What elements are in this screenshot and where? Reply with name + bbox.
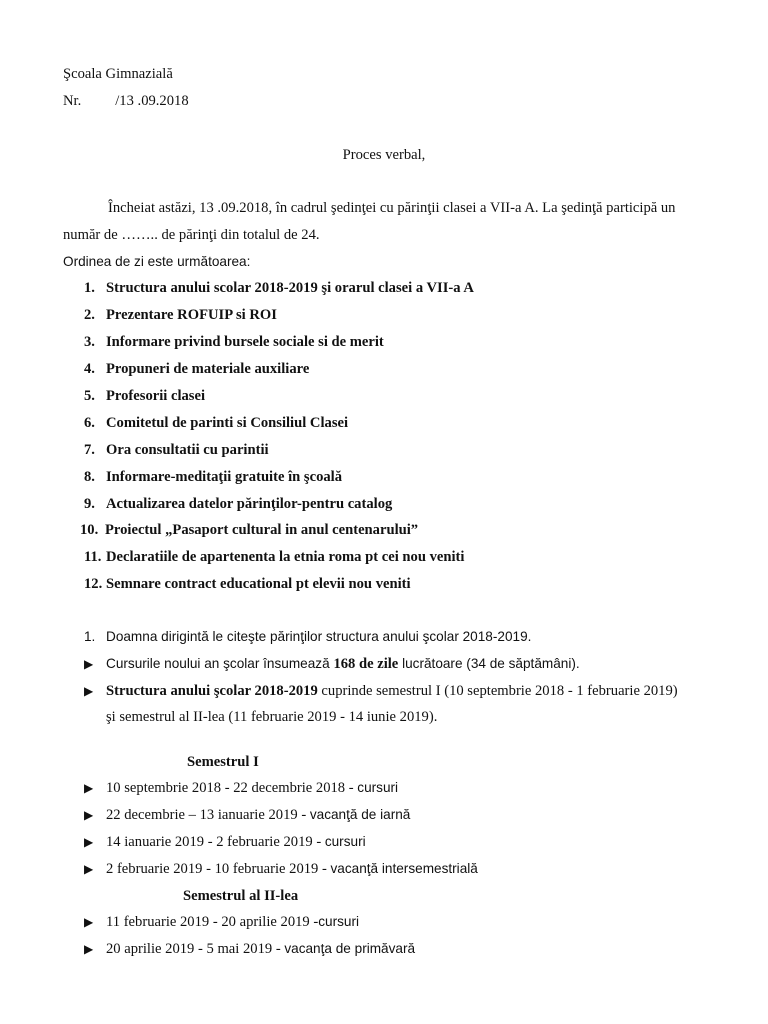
- agenda-item-4: [84, 360, 309, 378]
- agenda-item-3: [84, 333, 384, 351]
- agenda-text: Semnare contract educational pt elevii nou veniti: [106, 576, 411, 592]
- semester-2-item: ▶ 20 aprilie 2019 - 5 mai 2019 - vacanţa de primăvară: [84, 941, 416, 957]
- semester-1-item: ▶ 14 ianuarie 2019 - 2 februarie 2019 - cursuri: [84, 834, 366, 850]
- triangle-bullet-icon: ▶: [84, 835, 94, 849]
- intro-line-1: Încheiat astăzi, 13 .09.2018, în cadrul şedinţei cu părinţii clasei a VII-a A. La şedinţă participă un: [108, 200, 676, 216]
- triangle-bullet-icon: ▶: [84, 657, 94, 671]
- triangle-bullet-icon: ▶: [84, 808, 94, 822]
- agenda-number: 10.: [80, 522, 99, 538]
- agenda-text: Profesorii clasei: [106, 388, 206, 404]
- section-1-heading: [84, 628, 531, 646]
- agenda-text: Proiectul „Pasaport cultural in anul centenarului”: [105, 522, 419, 538]
- agenda-item-9: [84, 495, 392, 513]
- agenda-number: 12.: [84, 576, 103, 592]
- section-number: 1.: [84, 629, 96, 644]
- semester-1-item: ▶ 2 februarie 2019 - 10 februarie 2019 - vacanţă intersemestrială: [84, 861, 478, 877]
- semester-1-title: Semestrul I: [187, 754, 259, 770]
- agenda-item-10: [80, 521, 418, 539]
- agenda-text: Ora consultatii cu parintii: [106, 442, 269, 458]
- agenda-text: Propuneri de materiale auxiliare: [106, 361, 310, 377]
- document-number: [63, 92, 189, 110]
- semester-2-title: Semestrul al II-lea: [183, 888, 299, 904]
- agenda-number: 1.: [84, 280, 95, 296]
- triangle-bullet-icon: ▶: [84, 862, 94, 876]
- agenda-item-5: [84, 387, 205, 405]
- bullet-year-structure: ▶ Structura anului şcolar 2018-2019 cuprinde semestrul I (10 septembrie 2018 - 1 februarie 2019): [84, 683, 678, 699]
- agenda-item-11: [84, 548, 464, 566]
- agenda-item-8: [84, 468, 342, 486]
- section-text: Doamna dirigintă le citeşte părinţilor structura anului şcolar 2018-2019.: [106, 629, 532, 644]
- agenda-label: Ordinea de zi este următoarea:: [63, 254, 251, 269]
- agenda-number: 7.: [84, 442, 95, 458]
- intro-line-2: număr de …….. de părinţi din totalul de 24.: [63, 227, 320, 243]
- agenda-number: 5.: [84, 388, 95, 404]
- page-title: Proces verbal,: [342, 147, 426, 163]
- agenda-item-12: [84, 575, 411, 593]
- agenda-number: 8.: [84, 469, 95, 485]
- semester-2-item: ▶ 11 februarie 2019 - 20 aprilie 2019 -cursuri: [84, 914, 360, 930]
- agenda-text: Informare-meditaţii gratuite în şcoală: [106, 469, 343, 485]
- school-name: Şcoala Gimnazială: [63, 66, 173, 82]
- semester-1-item: ▶ 22 decembrie – 13 ianuarie 2019 - vacanţă de iarnă: [84, 807, 411, 823]
- nr-date: /13 .09.2018: [115, 93, 189, 109]
- agenda-text: Actualizarea datelor părinţilor-pentru catalog: [106, 496, 393, 512]
- semester-1-item: ▶ 10 septembrie 2018 - 22 decembrie 2018 - cursuri: [84, 780, 399, 796]
- agenda-item-6: [84, 414, 348, 432]
- agenda-item-7: [84, 441, 269, 459]
- bullet-working-days: ▶ Cursurile noului an şcolar însumează 168 de zile lucrătoare (34 de săptămâni).: [84, 656, 580, 672]
- nr-label: Nr.: [63, 93, 82, 109]
- agenda-number: 6.: [84, 415, 95, 431]
- agenda-number: 4.: [84, 361, 95, 377]
- agenda-number: 9.: [84, 496, 95, 512]
- agenda-text: Informare privind bursele sociale si de merit: [106, 334, 384, 350]
- agenda-text: Structura anului scolar 2018-2019 şi orarul clasei a VII-a A: [106, 280, 474, 296]
- agenda-item-1: [84, 279, 474, 297]
- agenda-number: 2.: [84, 307, 95, 323]
- triangle-bullet-icon: ▶: [84, 942, 94, 956]
- agenda-text: Prezentare ROFUIP si ROI: [106, 307, 277, 323]
- agenda-item-2: [84, 306, 277, 324]
- agenda-text: Comitetul de parinti si Consiliul Clasei: [106, 415, 349, 431]
- agenda-text: Declaratiile de apartenenta la etnia roma pt cei nou veniti: [106, 549, 465, 565]
- triangle-bullet-icon: ▶: [84, 781, 94, 795]
- triangle-bullet-icon: ▶: [84, 684, 94, 698]
- agenda-number: 11.: [84, 549, 102, 565]
- agenda-number: 3.: [84, 334, 95, 350]
- triangle-bullet-icon: ▶: [84, 915, 94, 929]
- bullet-year-structure-cont: şi semestrul al II-lea (11 februarie 2019 - 14 iunie 2019).: [106, 709, 438, 725]
